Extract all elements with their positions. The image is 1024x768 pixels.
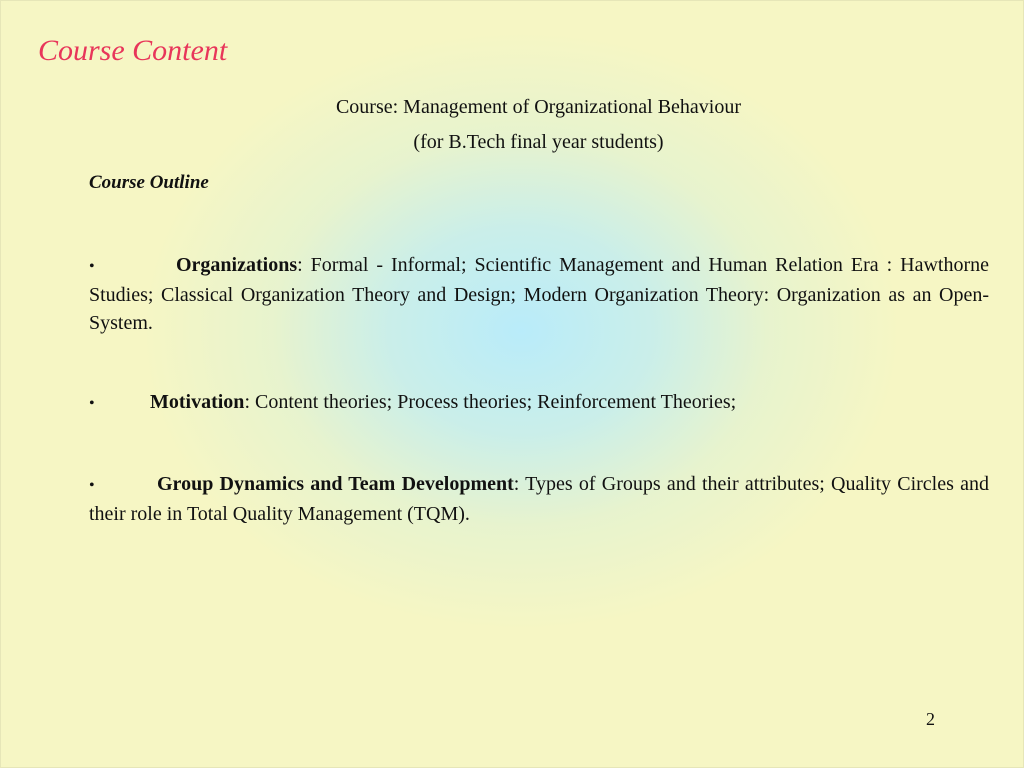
outline-item-organizations (89, 251, 989, 337)
course-name: Course: Management of Organizational Behaviour (335, 96, 742, 118)
outline-item-group-dynamics (89, 470, 989, 528)
page-number: 2 (926, 709, 935, 729)
course-audience: (for B.Tech final year students) (413, 131, 664, 153)
bullet-icon: • (89, 258, 95, 275)
outline-item-text: : Content theories; Process theories; Reinforcement Theories; (244, 391, 737, 413)
outline-heading: Course Outline (89, 172, 209, 193)
outline-item-text: : Types of Groups and their attributes; Quality Circles and their role in Total Quality Management (TQM). (89, 473, 989, 525)
bullet-icon: • (89, 477, 95, 494)
outline-item-heading: Group Dynamics and Team Development (157, 473, 514, 495)
slide-title: Course Content (38, 34, 228, 67)
outline-item-motivation (89, 388, 989, 418)
bullet-icon: • (89, 395, 95, 412)
outline-item-heading: Organizations (176, 254, 298, 276)
outline-item-heading: Motivation (150, 391, 245, 413)
outline-item-text: : Formal - Informal; Scientific Management and Human Relation Era : Hawthorne Studies; Classical Organization Theory and Design; Modern Organization Theory: Organization as an Open-System. (89, 254, 989, 334)
